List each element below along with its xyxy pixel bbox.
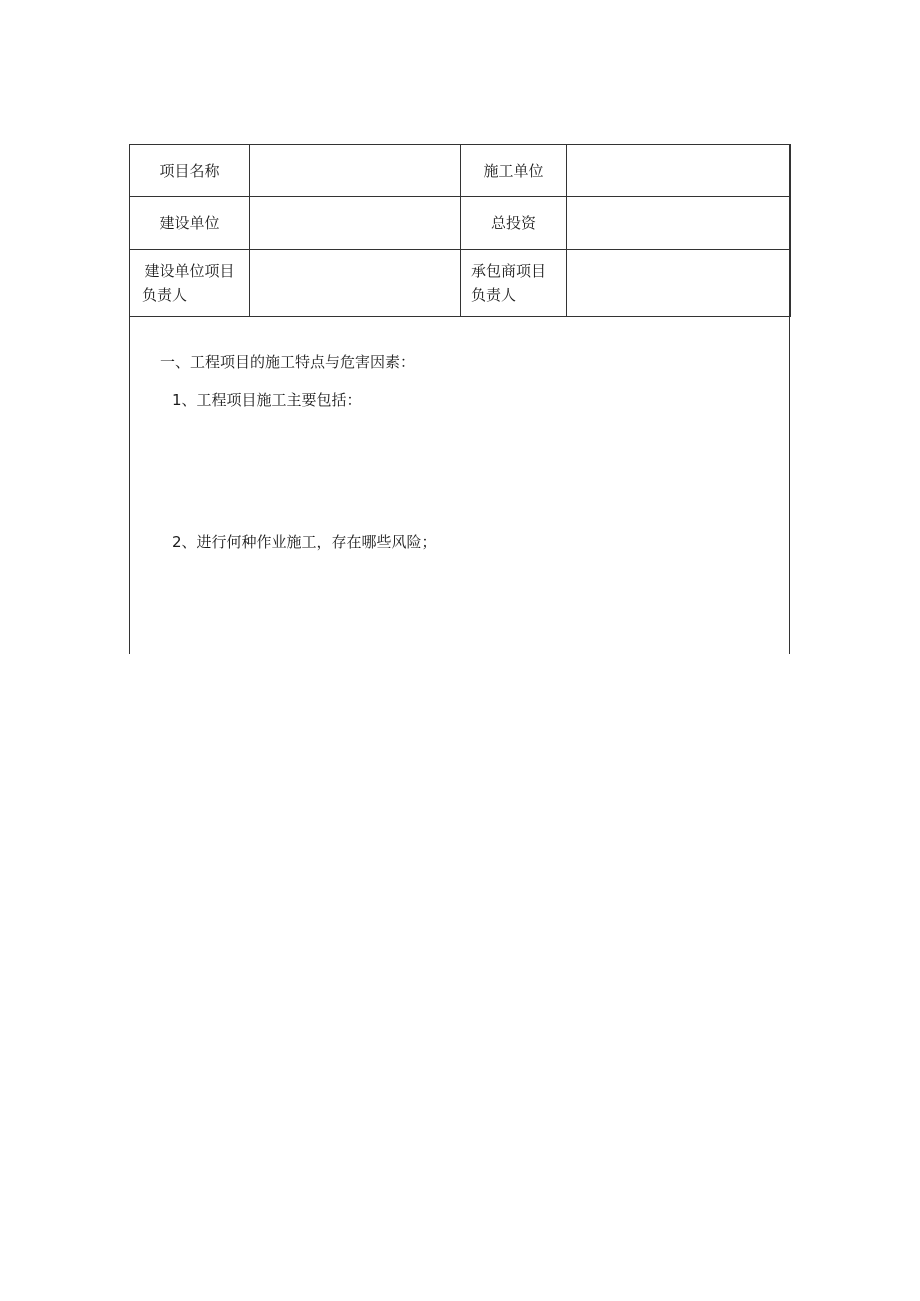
project-name-field[interactable]	[250, 145, 461, 197]
builder-project-lead-label-line2: 负责人	[142, 286, 188, 304]
table-row	[130, 145, 791, 197]
total-investment-field[interactable]	[567, 197, 791, 250]
contractor-project-lead-label-line2: 负责人	[471, 286, 517, 304]
section-title: 一、工程项目的施工特点与危害因素：	[160, 353, 416, 371]
contractor-project-lead-label	[461, 250, 567, 317]
item-1-heading: 1、工程项目施工主要包括：	[172, 391, 362, 409]
builder-unit-field[interactable]	[250, 197, 461, 250]
total-investment-label: 总投资	[461, 197, 567, 250]
hazard-section	[130, 317, 789, 654]
builder-project-lead-field[interactable]	[250, 250, 461, 317]
builder-project-lead-label-line1: 建设单位项目	[144, 262, 235, 280]
table-row	[130, 197, 791, 250]
builder-project-lead-label	[130, 250, 250, 317]
contractor-project-lead-label-line1: 承包商项目	[471, 262, 547, 280]
table-row	[130, 250, 791, 317]
item-2-heading: 2、进行何种作业施工，存在哪些风险；	[172, 533, 437, 551]
project-form	[129, 144, 790, 654]
contractor-project-lead-field[interactable]	[567, 250, 791, 317]
builder-unit-label: 建设单位	[130, 197, 250, 250]
project-info-table	[129, 144, 791, 317]
project-name-label: 项目名称	[130, 145, 250, 197]
construction-unit-label: 施工单位	[461, 145, 567, 197]
construction-unit-field[interactable]	[567, 145, 791, 197]
